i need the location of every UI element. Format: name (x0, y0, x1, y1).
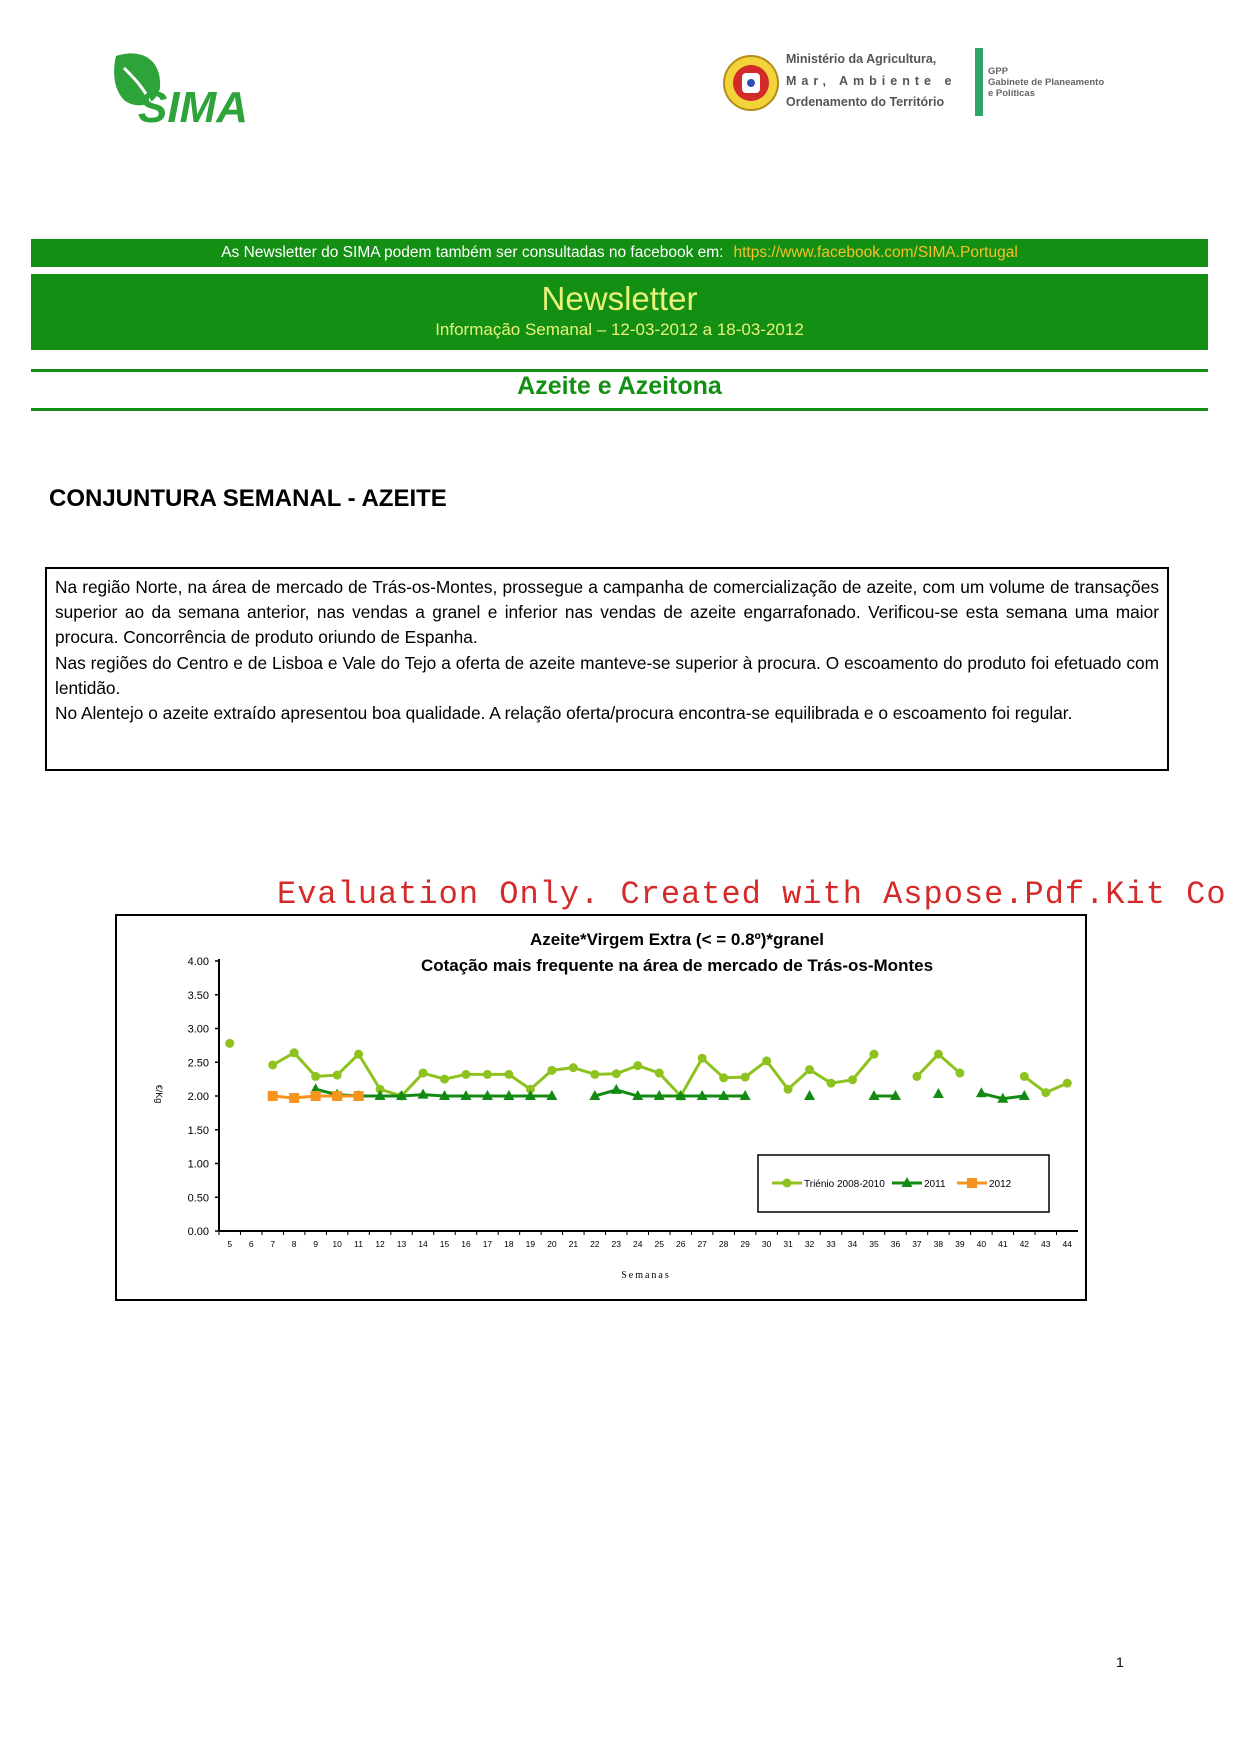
data-point (290, 1048, 299, 1057)
summary-paragraph: No Alentejo o azeite extraído apresentou boa qualidade. A relação oferta/procura encontra-se equilibrada e o escoamento foi regular. (55, 703, 1073, 724)
data-point (912, 1072, 921, 1081)
data-point (332, 1091, 342, 1101)
data-point (976, 1087, 987, 1097)
facebook-banner (31, 239, 1208, 267)
data-point (741, 1073, 750, 1082)
data-point (461, 1070, 470, 1079)
data-point (955, 1069, 964, 1078)
x-tick-label: 6 (248, 1239, 254, 1249)
data-point (289, 1093, 299, 1103)
section-rule-bottom (31, 408, 1208, 411)
y-tick-label: 0.50 (187, 1192, 209, 1205)
x-tick-label: 10 (332, 1239, 342, 1249)
gpp-line-1: GPP (988, 66, 1009, 77)
data-point (611, 1084, 622, 1094)
y-tick-label: 3.50 (187, 989, 209, 1002)
x-tick-label: 7 (270, 1239, 276, 1249)
page-number: 1 (1116, 1654, 1124, 1670)
series-2 (268, 1091, 364, 1103)
y-tick-label: 2.50 (187, 1057, 209, 1070)
data-point (333, 1071, 342, 1080)
x-tick-label: 5 (227, 1239, 233, 1249)
x-tick-label: 15 (439, 1239, 450, 1249)
y-tick-label: 0.00 (187, 1226, 209, 1238)
x-tick-label: 41 (998, 1239, 1008, 1249)
data-point (569, 1063, 578, 1072)
x-tick-label: 26 (675, 1239, 686, 1249)
x-tick-label: 39 (955, 1239, 965, 1249)
x-tick-label: 28 (718, 1239, 729, 1249)
data-point (698, 1054, 707, 1063)
x-tick-label: 29 (740, 1239, 750, 1249)
y-tick-label: 4.00 (187, 956, 209, 968)
y-tick-label: 1.50 (187, 1124, 209, 1137)
x-tick-label: 37 (912, 1239, 922, 1249)
newsletter-title: Newsletter (541, 280, 698, 317)
x-tick-label: 13 (396, 1239, 407, 1249)
summary-paragraph: Na região Norte, na área de mercado de Trás-os-Montes, prossegue a campanha de comercialização de azeite, com um volume de transações superior ao da semana anterior, nas vendas a granel e inferior nas vendas de azeite engarrafonado. Verificou-se esta semana uma maior procura. Concorrência de produto oriundo de Espanha. (55, 577, 1159, 648)
series-0 (225, 1039, 1072, 1101)
data-point (934, 1050, 943, 1059)
data-point (483, 1070, 492, 1079)
data-point (805, 1065, 814, 1074)
x-tick-label: 12 (375, 1239, 385, 1249)
x-tick-label: 35 (869, 1239, 879, 1249)
newsletter-subtitle: Informação Semanal – 12-03-2012 a 18-03-2012 (435, 320, 804, 339)
data-point (784, 1085, 793, 1094)
newsletter-header (31, 274, 1208, 350)
y-axis-label: €/Kg (154, 1084, 164, 1104)
x-tick-label: 17 (482, 1239, 493, 1249)
data-point (633, 1061, 642, 1070)
legend-label: Triénio 2008-2010 (804, 1179, 885, 1190)
data-point (419, 1069, 428, 1078)
summary-paragraph: Nas regiões do Centro e de Lisboa e Vale do Tejo a oferta de azeite manteve-se superior à procura. O escoamento do produto foi efetuado com lentidão. (55, 652, 1159, 698)
data-point (869, 1050, 878, 1059)
x-axis-label: Semanas (621, 1270, 671, 1281)
data-point (933, 1088, 944, 1098)
data-point (1041, 1088, 1050, 1097)
gpp-text (988, 66, 1104, 99)
data-point (590, 1070, 599, 1079)
data-point (268, 1091, 278, 1101)
chart-svg (117, 916, 1085, 1299)
data-point (440, 1075, 449, 1084)
x-tick-label: 20 (547, 1239, 557, 1249)
x-tick-label: 21 (568, 1239, 579, 1249)
x-tick-label: 32 (804, 1239, 815, 1249)
ministry-logo (722, 48, 1132, 116)
sima-logo-text: SIMA (138, 83, 248, 128)
data-point (311, 1091, 321, 1101)
data-point (762, 1056, 771, 1065)
x-tick-label: 36 (890, 1239, 901, 1249)
x-tick-label: 44 (1062, 1239, 1072, 1249)
x-tick-label: 25 (654, 1239, 664, 1249)
facebook-link[interactable]: https://www.facebook.com/SIMA.Portugal (733, 244, 1018, 261)
x-tick-label: 31 (783, 1239, 793, 1249)
sima-logo (110, 48, 255, 128)
page-heading: CONJUNTURA SEMANAL - AZEITE (49, 485, 447, 512)
x-tick-label: 43 (1041, 1239, 1051, 1249)
x-tick-label: 38 (933, 1239, 944, 1249)
x-tick-label: 33 (826, 1239, 836, 1249)
x-tick-label: 30 (761, 1239, 772, 1249)
x-tick-label: 19 (525, 1239, 536, 1249)
x-tick-label: 42 (1019, 1239, 1030, 1249)
x-tick-label: 18 (504, 1239, 514, 1249)
data-point (354, 1050, 363, 1059)
data-point (354, 1091, 364, 1101)
x-tick-label: 9 (313, 1239, 319, 1249)
x-tick-label: 34 (847, 1239, 858, 1249)
x-tick-label: 11 (354, 1239, 364, 1249)
x-tick-label: 24 (633, 1239, 643, 1249)
x-tick-label: 40 (976, 1239, 987, 1249)
coat-of-arms-icon (722, 54, 780, 112)
data-point (311, 1072, 320, 1081)
data-point (804, 1090, 815, 1100)
leaf-icon (110, 48, 255, 128)
data-point (1020, 1072, 1029, 1081)
gpp-line-2: Gabinete de Planeamento (988, 77, 1105, 88)
data-point (848, 1075, 857, 1084)
price-chart (115, 914, 1087, 1301)
x-tick-label: 8 (291, 1239, 297, 1249)
legend-label: 2011 (924, 1179, 946, 1190)
market-summary-box (45, 567, 1169, 771)
x-tick-label: 22 (590, 1239, 600, 1249)
data-point (1063, 1079, 1072, 1088)
legend-marker (967, 1178, 977, 1188)
data-point (547, 1066, 556, 1075)
data-point (827, 1079, 836, 1088)
ministry-line-1: Ministério da Agricultura, (786, 52, 937, 66)
gpp-line-3: e Políticas (988, 88, 1035, 99)
x-tick-label: 16 (461, 1239, 471, 1249)
chart-legend (758, 1155, 1049, 1212)
banner-text: As Newsletter do SIMA podem também ser consultadas no facebook em: (221, 244, 724, 261)
x-tick-label: 27 (697, 1239, 707, 1249)
legend-label: 2012 (989, 1179, 1012, 1190)
legend-marker (783, 1179, 792, 1188)
section-title: Azeite e Azeitona (517, 372, 722, 400)
y-tick-label: 1.00 (187, 1158, 209, 1171)
logo-divider (975, 48, 983, 116)
x-tick-label: 23 (611, 1239, 622, 1249)
data-point (655, 1069, 664, 1078)
data-point (268, 1060, 277, 1069)
chart-subtitle: Cotação mais frequente na área de mercado de Trás-os-Montes (420, 956, 934, 975)
x-tick-label: 14 (418, 1239, 428, 1249)
ministry-line-2: Mar, Ambiente e (786, 74, 957, 88)
data-point (504, 1070, 513, 1079)
chart-title: Azeite*Virgem Extra (< = 0.8º)*granel (529, 930, 825, 949)
data-point (612, 1069, 621, 1078)
evaluation-watermark: Evaluation Only. Created with Aspose.Pdf.Kit Co (277, 876, 1227, 913)
data-point (719, 1073, 728, 1082)
y-tick-label: 3.00 (187, 1023, 209, 1036)
data-point (225, 1039, 234, 1048)
ministry-line-3: Ordenamento do Território (786, 95, 945, 109)
y-tick-label: 2.00 (187, 1091, 209, 1103)
